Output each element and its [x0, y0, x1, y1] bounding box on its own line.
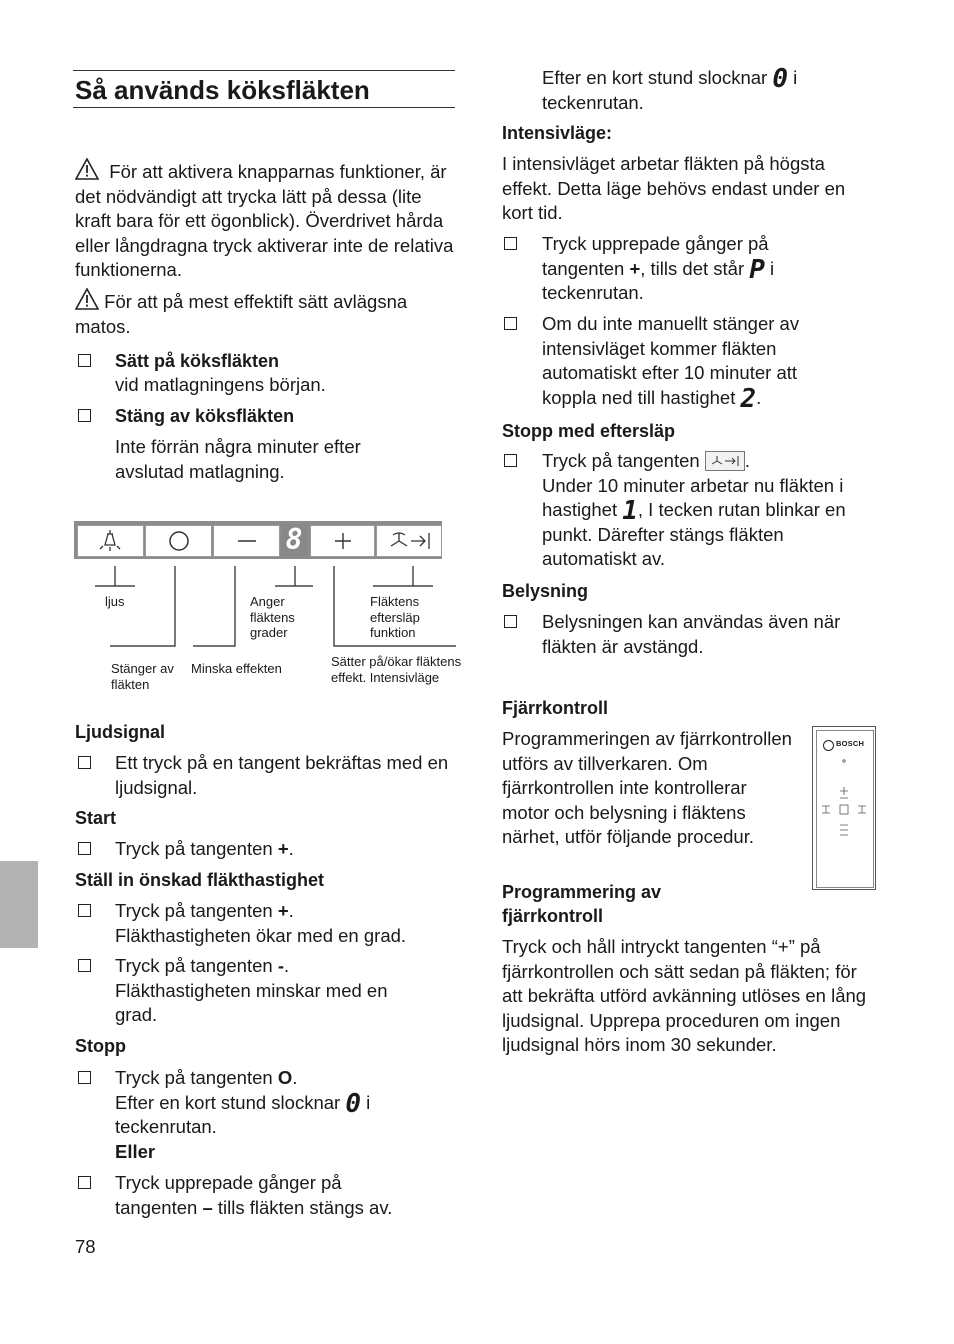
intensiv-item-2: Om du inte manuellt stänger av intensivläget kommer fläkten automatiskt efter 10 minuter att koppla ned till hastighet 2. [542, 313, 800, 414]
checkbox [78, 1071, 91, 1084]
overrun-key-icon [705, 451, 745, 471]
remote-buttons [813, 727, 875, 889]
intensiv-heading: Intensivläge: [502, 123, 613, 143]
fjarr-heading: Fjärrkontroll [502, 698, 609, 718]
checkbox [504, 317, 517, 330]
start-heading: Start [75, 808, 117, 828]
display-zero: 0 [345, 1088, 361, 1119]
ljudsignal-item: Ett tryck på en tangent bekräftas med en ljudsignal. [115, 752, 449, 798]
checkbox [504, 237, 517, 250]
remote-control-image [812, 726, 876, 890]
label-stanger: Stänger av fläkten [111, 661, 174, 692]
stopp-item-1: Tryck på tangenten O. Efter en kort stund slocknar 0 i teckenrutan. Eller [115, 1067, 371, 1162]
checkbox [78, 959, 91, 972]
prog-text: Tryck och håll intryckt tangenten “+” på fjärrkontrollen och sätt sedan på fläkten; för att bekräfta utförd avkänning utlöses en lång ljudsignal. Upprepa proceduren om ingen ljudsignal hörs inom 30 sekunder. [502, 936, 867, 1055]
checkbox [78, 756, 91, 769]
stall-item-2: Tryck på tangenten -. Fläkthastigheten minskar med en grad. [115, 955, 388, 1025]
ljudsignal-heading: Ljudsignal [75, 722, 165, 742]
checkbox [78, 842, 91, 855]
intensiv-item-1: Tryck upprepade gånger på tangenten +, tills det står P i teckenrutan. [542, 233, 775, 303]
warning-text-1: För att aktivera knapparnas funktioner, är det nödvändigt att trycka lätt på dessa (lite kraft bara för ett ögonblick). Överdrivet hårda eller långdragna tryck aktiverar inte de relativa funktionerna. [75, 161, 454, 280]
stoppeft-item: Tryck på tangenten . Under 10 minuter arbetar nu fläkten i hastighet 1, I tecken rutan blinkar en punkt. Därefter stängs fläkten automatiskt av. [542, 450, 846, 569]
stoppeft-heading: Stopp med eftersläp [502, 421, 676, 441]
label-ljus: ljus [105, 594, 125, 609]
display-digit: 8 [285, 523, 303, 556]
belysning-heading: Belysning [502, 581, 589, 601]
item-on-title: Sätt på köksfläkten [115, 351, 280, 371]
label-anger: Anger fläktens grader [250, 594, 295, 640]
stopp-item-2: Tryck upprepade gånger på tangenten – tills fläkten stängs av. [115, 1172, 393, 1218]
display-zero: 0 [772, 64, 788, 94]
stall-item-1: Tryck på tangenten +. Fläkthastigheten ökar med en grad. [115, 900, 407, 946]
item-off-title: Stäng av köksfläkten [115, 406, 295, 426]
display-one: 1 [622, 496, 638, 526]
display-two: 2 [740, 383, 757, 414]
checkbox [504, 454, 517, 467]
checkbox [78, 904, 91, 917]
item-on-text: vid matlagningens början. [115, 374, 326, 395]
checkbox [504, 615, 517, 628]
intensiv-text: I intensivläget arbetar fläkten på högsta effekt. Detta läge behövs endast under en kort tid. [502, 153, 846, 223]
stopp-heading: Stopp [75, 1036, 126, 1056]
display-p: P [749, 254, 765, 285]
label-efterslap: Fläktens eftersläp funktion [370, 594, 420, 640]
page-title: Så används köksfläkten [75, 75, 370, 105]
page-number: 78 [75, 1236, 96, 1257]
fjarr-text: Programmeringen av fjärrkontrollen utförs av tillverkaren. Om fjärrkontrollen inte kontrollerar motor och belysning i fläktens närhet, utför följande procedur. [502, 728, 792, 847]
checkbox [78, 1176, 91, 1189]
stopp-continued: Efter en kort stund slocknar 0 i teckenrutan. [542, 64, 798, 113]
stall-heading: Ställ in önskad fläkthastighet [75, 870, 325, 890]
remote-brand: BOSCH [836, 739, 865, 748]
label-minska: Minska effekten [191, 661, 282, 676]
eller-label: Eller [115, 1140, 156, 1162]
warning-text-2: För att på mest effektift sätt avlägsna matos. [75, 291, 408, 337]
belysning-item: Belysningen kan användas även när fläkten är avstängd. [542, 611, 841, 657]
start-item: Tryck på tangenten +. [115, 838, 294, 859]
item-off-text: Inte förrän några minuter efter avslutad matlagning. [115, 436, 361, 482]
section-tab [0, 861, 38, 948]
label-satter: Sätter på/ökar fläktens effekt. Intensivläge [331, 654, 462, 685]
prog-heading: Programmering av fjärrkontroll [502, 882, 662, 926]
